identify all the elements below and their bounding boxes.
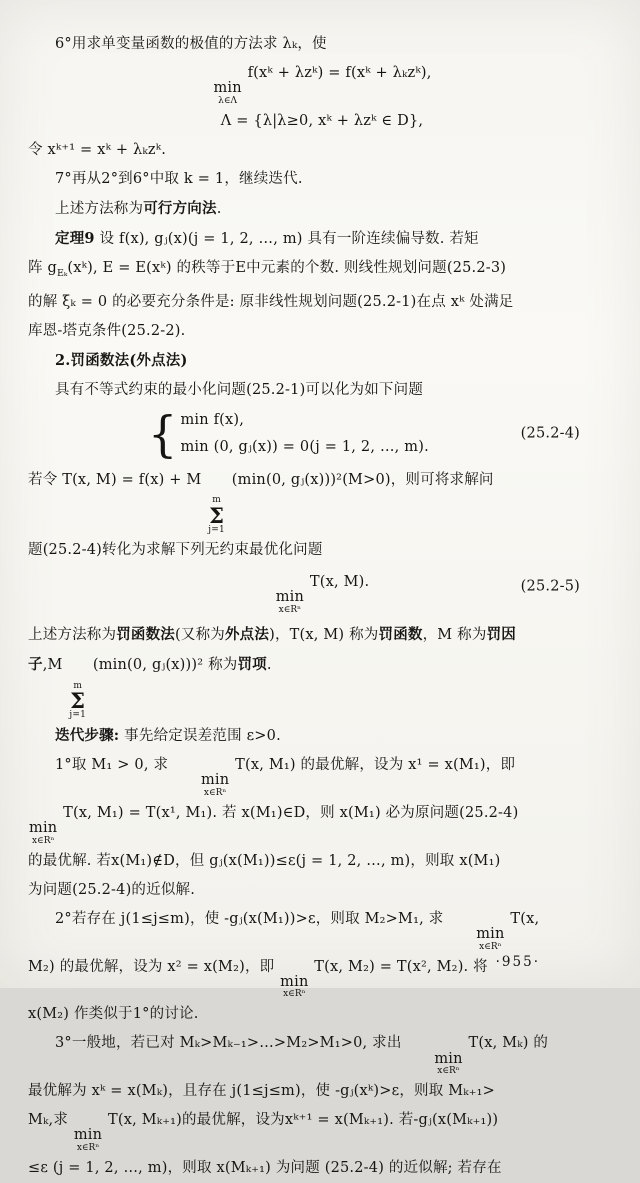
text-line [28, 751, 616, 799]
text-line [28, 847, 616, 876]
text-segment: T(x, M₁) = T(x¹, M₁). 若 x(M₁)∈D，则 x(M₁) 必为原问题(25.2-4) [58, 805, 519, 822]
text-segment: T(x, Mₖ) 的 [463, 1035, 549, 1052]
text-segment: 具有不等式约束的最小化问题(25.2-1)可以化为如下问题 [55, 381, 424, 398]
operator-name: min [200, 772, 230, 789]
sum-lower-limit: j=1 [208, 524, 225, 535]
operator-name: min [434, 1050, 463, 1067]
text-line [28, 1077, 616, 1106]
text-line [28, 876, 616, 905]
operator-limit: x∈Rⁿ [283, 989, 306, 1000]
text-segment: 设 f(x), gⱼ(x)(j = 1, 2, …, m) 具有一阶连续偏导数. 若矩 [94, 230, 479, 247]
text-segment: 阵 g [28, 259, 57, 276]
text-line [28, 466, 616, 536]
text-segment: T(x, M₁) 的最优解，设为 x¹ = x(M₁)，即 [230, 757, 516, 774]
text-segment: )，T(x, M) 称为 [269, 627, 379, 644]
text-segment: Λ = {λ|λ≥0, xᵏ + λzᵏ ∈ D}, [220, 112, 424, 129]
text-segment: 事先给定误差范围 ε>0. [119, 728, 281, 745]
equation-line [28, 568, 616, 616]
bold-text-segment: 罚函数 [378, 626, 423, 644]
text-segment: T(x, [505, 910, 540, 927]
min-operator-with-limit [174, 772, 229, 799]
text-line [28, 224, 616, 254]
sigma-glyph: Σ [209, 502, 225, 528]
bold-text-segment: 可行方向法 [143, 199, 217, 217]
equation-number: (25.2-5) [520, 578, 580, 595]
text-line [28, 1154, 616, 1183]
summation-symbol [69, 682, 86, 722]
min-operator-with-limit [29, 820, 57, 847]
text-segment: ≤ε (j = 1, 2, …, m)，则取 x(Mₖ₊₁) 为问题 (25.2-4) 的近似解; 若存在 [28, 1159, 502, 1176]
cases-rows [180, 407, 428, 461]
text-line [28, 1029, 616, 1077]
text-segment: 1°取 M₁ > 0, 求 [55, 757, 173, 774]
text-segment: . [216, 200, 222, 217]
text-segment: M₂) 的最优解，设为 x² = x(M₂)，即 [28, 958, 280, 975]
text-segment: ,M [42, 657, 68, 674]
bold-text-segment: 迭代步骤: [55, 727, 120, 745]
text-line [28, 620, 616, 650]
equation-line [28, 107, 616, 136]
operator-limit: x∈Rⁿ [31, 835, 55, 846]
operator-name: min [476, 926, 505, 943]
text-line [28, 1106, 616, 1154]
bold-text-segment: 罚因 [486, 626, 516, 644]
text-line [28, 799, 616, 847]
cases-row [180, 407, 428, 434]
text-block [28, 30, 616, 1183]
operator-limit: x∈Rⁿ [278, 604, 302, 615]
bold-text-segment: 子 [28, 656, 43, 674]
operator-limit: λ∈Λ [218, 95, 238, 106]
text-line [28, 165, 616, 194]
text-segment: 最优解为 xᵏ = x(Mₖ)，且存在 j(1≤j≤m)，使 -gⱼ(xᵏ)>ε，则取 Mₖ₊₁> [28, 1083, 495, 1100]
text-segment: (又称为 [175, 627, 225, 644]
text-line [28, 317, 616, 346]
text-line [28, 136, 616, 165]
bold-text-segment: 罚项 [237, 656, 267, 674]
text-line [28, 536, 616, 565]
text-line [28, 376, 616, 405]
text-line [28, 721, 616, 751]
text-line [28, 194, 616, 224]
text-segment: 7°再从2°到6°中取 k = 1，继续迭代. [55, 170, 303, 187]
text-segment: 6°用求单变量函数的极值的方法求 λₖ，使 [55, 36, 327, 52]
text-line [28, 905, 616, 953]
min-operator-with-limit [276, 589, 304, 616]
bold-text-segment: 2.罚函数法(外点法) [55, 351, 188, 369]
operator-limit: x∈Rⁿ [76, 1143, 100, 1154]
text-segment: 令 xᵏ⁺¹ = xᵏ + λₖzᵏ. [28, 141, 167, 158]
text-line [28, 1000, 616, 1029]
cases-equation [28, 407, 616, 461]
operator-name: min [275, 588, 305, 605]
operator-limit: x∈Rⁿ [203, 788, 227, 799]
bold-text-segment: 定理9 [55, 229, 95, 247]
min-operator-with-limit [74, 1127, 102, 1154]
text-segment: min (0, gⱼ(x)) = 0(j = 1, 2, …, m). [180, 438, 429, 455]
text-segment: 题(25.2-4)转化为求解下列无约束最优化问题 [28, 541, 323, 558]
sum-lower-limit: j=1 [69, 710, 87, 721]
subscript-segment: Eₖ [57, 267, 68, 279]
min-operator-with-limit [449, 926, 504, 953]
text-line [28, 650, 616, 721]
min-operator-with-limit [407, 1051, 462, 1078]
equation-number: (25.2-4) [520, 425, 580, 442]
text-segment: 上述方法称为 [55, 200, 144, 217]
sigma-glyph: Σ [70, 688, 86, 714]
operator-limit: x∈Rⁿ [479, 941, 502, 952]
cases-row [180, 434, 428, 461]
text-segment: T(x, Mₖ₊₁)的最优解，设为xᵏ⁺¹ = x(Mₖ₊₁). 若-gⱼ(x(Mₖ₊₁)) [103, 1112, 499, 1129]
operator-name: min [280, 973, 309, 990]
text-line [28, 346, 616, 376]
text-line [28, 30, 616, 59]
text-segment: 上述方法称为 [28, 627, 117, 644]
operator-name: min [73, 1127, 103, 1144]
text-segment: x(M₂) 作类似于1°的讨论. [28, 1006, 199, 1023]
sum-upper-limit: m [212, 494, 221, 505]
operator-limit: x∈Rⁿ [437, 1066, 460, 1077]
text-segment: f(xᵏ + λzᵏ) = f(xᵏ + λₖzᵏ), [242, 65, 432, 81]
text-segment: ，M 称为 [422, 627, 487, 644]
text-segment: 2°若存在 j(1≤j≤m)，使 -gⱼ(x(M₁))>ε，则取 M₂>M₁, 求 [55, 910, 449, 927]
sum-upper-limit: m [73, 680, 83, 691]
min-operator-with-limit [280, 974, 308, 1001]
text-segment: (xᵏ), E = E(xᵏ) 的秩等于E中元素的个数. 则线性规划问题(25.2-3) [67, 259, 507, 276]
text-segment: 库恩-塔克条件(25.2-2). [28, 322, 186, 339]
text-line [28, 288, 616, 317]
text-segment: 的解 ξₖ = 0 的必要充分条件是: 原非线性规划问题(25.2-1)在点 xᵏ 处满足 [28, 293, 514, 310]
text-segment: (min(0, gⱼ(x)))² 称为 [88, 657, 238, 674]
text-segment: (min(0, gⱼ(x)))²(M>0)，则可将求解问 [226, 471, 494, 488]
bold-text-segment: 外点法 [224, 626, 270, 644]
summation-symbol [208, 496, 225, 536]
page-number: ·955· [495, 954, 540, 970]
left-brace: { [148, 405, 178, 463]
text-segment: . [266, 657, 272, 674]
text-segment: T(x, M₂) = T(x², M₂). 将 [309, 958, 488, 975]
equation-line [28, 59, 616, 107]
text-segment: 为问题(25.2-4)的近似解. [28, 881, 196, 898]
bold-text-segment: 罚函数法 [116, 626, 176, 644]
operator-name: min [213, 80, 242, 97]
text-segment: 的最优解. 若x(M₁)∉D，但 gⱼ(x(M₁))≤ε(j = 1, 2, …, m)，则取 x(M₁) [28, 852, 501, 869]
operator-name: min [29, 820, 58, 837]
text-segment: 3°一般地，若已对 Mₖ>Mₖ₋₁>…>M₂>M₁>0, 求出 [55, 1035, 407, 1052]
text-line [28, 254, 616, 288]
min-operator-with-limit [213, 80, 241, 107]
text-segment: min f(x), [180, 411, 245, 428]
text-segment: 若令 T(x, M) = f(x) + M [28, 471, 207, 488]
text-segment: T(x, M). [305, 573, 370, 590]
text-segment: Mₖ,求 [28, 1112, 73, 1129]
